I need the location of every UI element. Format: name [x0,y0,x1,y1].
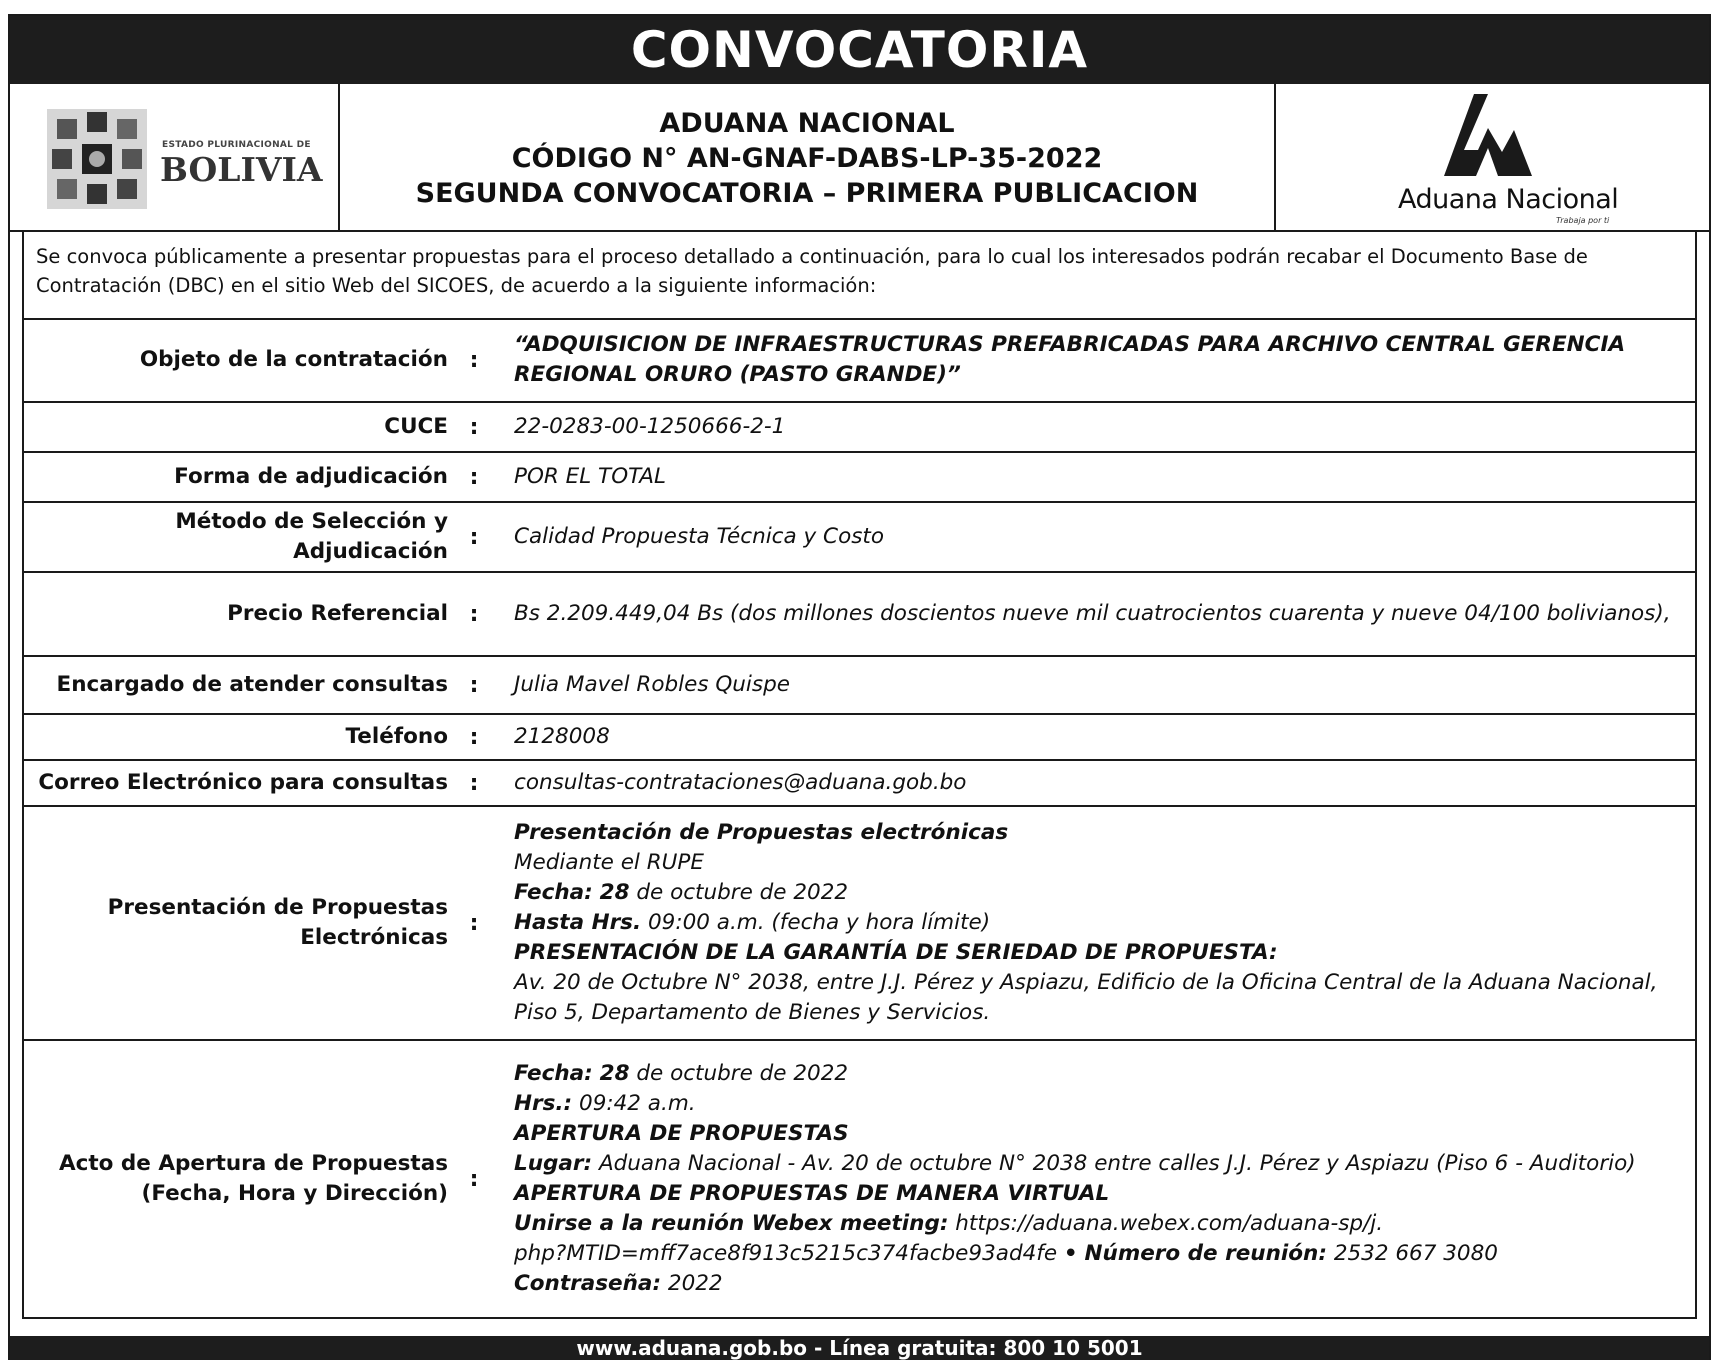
label-presentacion-2: Electrónicas [300,925,448,950]
webex-url-1: https://aduana.webex.com/aduana-sp/j. [955,1211,1384,1236]
label-cuce: CUCE [384,414,448,439]
announcement-frame [8,14,1711,1360]
label-encargado: Encargado de atender consultas [56,672,448,697]
header-line-1: ADUANA NACIONAL [659,108,955,139]
label-precio: Precio Referencial [227,601,448,626]
bullet: • [1063,1241,1078,1266]
colon: : [469,524,479,550]
row-apertura [24,1041,1695,1319]
row-presentacion [24,807,1695,1041]
label-apertura-1: Acto de Apertura de Propuestas [58,1151,448,1176]
value-encargado: Julia Mavel Robles Quispe [514,672,790,697]
details-table [22,319,1697,1319]
apertura-hrs-label: Hrs.: [514,1091,573,1116]
row-correo [24,761,1695,807]
webex-label: Unirse a la reunión Webex meeting: [514,1211,949,1236]
colon: : [469,414,479,440]
label-apertura-2: (Fecha, Hora y Dirección) [141,1181,448,1206]
label-forma: Forma de adjudicación [174,464,448,489]
header-title-block [340,84,1276,230]
footer-bar: www.aduana.gob.bo - Línea gratuita: 800 10 5001 [10,1336,1709,1360]
webex-url-2: php?MTID=mff7ace8f913c5215c374facbe93ad4fe [514,1241,1058,1266]
apertura-fecha-label: Fecha: [514,1061,593,1086]
aduana-logo-cell [1276,84,1711,230]
apertura-heading: APERTURA DE PROPUESTAS [514,1121,849,1146]
aduana-mountain-icon [1436,90,1536,178]
row-cuce [24,403,1695,453]
bolivia-logo-top: ESTADO PLURINACIONAL DE [162,140,311,150]
bolivia-logo-name: BOLIVIA [160,150,323,189]
colon: : [469,601,479,627]
aduana-logo-name: Aduana Nacional [1398,184,1619,215]
page-title: CONVOCATORIA [10,16,1709,84]
row-forma [24,453,1695,503]
value-telefono: 2128008 [514,724,610,749]
apertura-fecha-rest: de octubre de 2022 [636,1061,849,1086]
colon: : [469,724,479,750]
colon: : [469,910,479,936]
header-line-2: CÓDIGO N° AN-GNAF-DABS-LP-35-2022 [511,143,1103,174]
value-cuce: 22-0283-00-1250666-2-1 [514,414,786,439]
row-objeto [24,319,1695,403]
label-objeto: Objeto de la contratación [139,347,448,372]
apertura-virtual-heading: APERTURA DE PROPUESTAS DE MANERA VIRTUAL [514,1181,1110,1206]
presentacion-hasta-value: 09:00 a.m. (fecha y hora límite) [647,910,991,935]
value-objeto: “ADQUISICION DE INFRAESTRUCTURAS PREFABRICADAS PARA ARCHIVO CENTRAL GERENCIA REGIONAL ORURO (PASTO GRANDE)” [514,332,1626,387]
header-line-3: SEGUNDA CONVOCATORIA – PRIMERA PUBLICACION [415,178,1199,209]
label-correo: Correo Electrónico para consultas [38,770,448,795]
aduana-logo-tagline: Trabaja por ti [1556,216,1610,225]
row-precio [24,573,1695,657]
bolivia-logo-cell [10,84,340,230]
value-metodo: Calidad Propuesta Técnica y Costo [514,524,885,549]
presentacion-heading: Presentación de Propuestas electrónicas [514,820,1009,845]
garantia-address: Av. 20 de Octubre N° 2038, entre J.J. Pérez y Aspiazu, Edificio de la Oficina Central de la Aduana Nacional, Piso 5, Departamento de Bienes y Servicios. [514,970,1658,1025]
row-encargado [24,657,1695,715]
apertura-fecha-day: 28 [599,1061,630,1086]
numero-label: Número de reunión: [1084,1241,1327,1266]
value-forma: POR EL TOTAL [514,464,666,489]
header [10,84,1709,232]
presentacion-fecha-label: Fecha: [514,880,593,905]
colon: : [469,672,479,698]
garantia-heading: PRESENTACIÓN DE LA GARANTÍA DE SERIEDAD DE PROPUESTA: [514,940,1278,965]
presentacion-fecha-rest: de octubre de 2022 [636,880,849,905]
apertura-hrs-value: 09:42 a.m. [579,1091,696,1116]
presentacion-via: Mediante el RUPE [514,850,704,875]
colon: : [469,1166,479,1192]
colon: : [469,464,479,490]
label-metodo-1: Método de Selección y [175,509,448,534]
pass-label: Contraseña: [514,1271,662,1296]
row-telefono [24,715,1695,761]
row-metodo [24,503,1695,573]
value-correo: consultas-contrataciones@aduana.gob.bo [514,770,967,795]
label-metodo-2: Adjudicación [293,539,448,564]
colon: : [469,770,479,796]
bolivia-coat-of-arms-icon [42,104,152,214]
label-presentacion-1: Presentación de Propuestas [107,895,448,920]
numero-value: 2532 667 3080 [1333,1241,1498,1266]
label-telefono: Teléfono [345,724,448,749]
presentacion-fecha-day: 28 [599,880,630,905]
value-precio: Bs 2.209.449,04 Bs (dos millones doscientos nueve mil cuatrocientos cuarenta y nueve 04/100 bolivianos), [514,601,1671,626]
colon: : [469,347,479,373]
presentacion-hasta-label: Hasta Hrs. [514,910,642,935]
apertura-lugar-value: Aduana Nacional - Av. 20 de octubre N° 2038 entre calles J.J. Pérez y Aspiazu (Piso 6 - Auditorio) [598,1151,1636,1176]
pass-value: 2022 [667,1271,723,1296]
intro-paragraph: Se convoca públicamente a presentar propuestas para el proceso detallado a continuación, para lo cual los interesados podrán recabar el Documento Base de Contratación (DBC) en el sitio Web del SICOES, de acuerdo a la siguiente información: [22,232,1697,320]
apertura-lugar-label: Lugar: [514,1151,593,1176]
